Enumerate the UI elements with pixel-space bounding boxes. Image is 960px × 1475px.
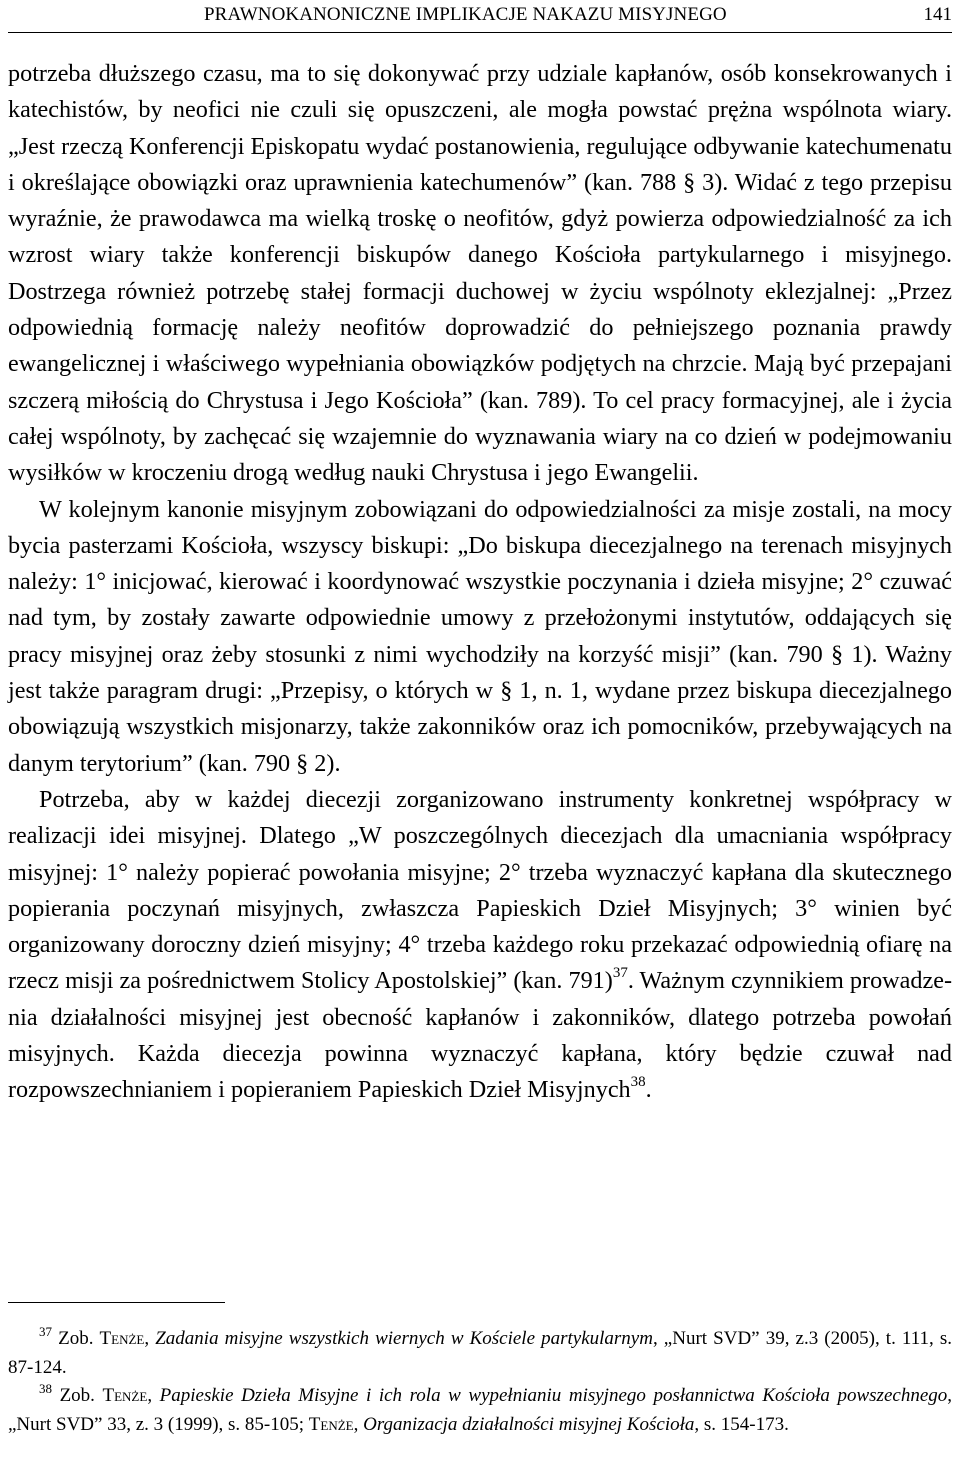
paragraph-1-text: potrzeba dłuższego czasu, ma to się dokonywać przy udziale kapłanów, osób konsekrowanych i katechistów, by neofici nie czuli się opuszczeni, ale mogła powstać prężna wspólnota wiary. „Jest rzeczą Konferencji Episkopatu wydać postanowienia, regulujące odbywanie katechumenatu i określające obowiązki oraz uprawnienia katechumenów” (kan. 788 § 3). Widać z tego przepisu wyraźnie, że prawodawca ma wielką troskę o neofitów, gdyż powierza odpowiedzialność za ich wzrost wiary także konferencji biskupów danego Kościoła partykularnego i misyjnego. Dostrzega również potrzebę stałej formacji duchowej w życiu wspólnoty eklezjalnej: „Przez odpowiednią formację należy neofitów doprowadzić do pełniejszego poznania prawdy ewangelicznej i właściwego wypełniania obowiązków podjętych na chrzcie. Mają być przepajani szczerą miłością do Chrystusa i Jego Kościoła” (kan. 789). To cel pracy formacyjnej, ale i życia całej wspólnoty, by zachęcać się wzajemnie do wyznawania wiary na co dzień w podejmowaniu wysiłków w kroczeniu drogą według nauki Chrystusa i jego Ewangelii. xyxy=(8,60,952,487)
footnote-37-sep: , xyxy=(144,1328,156,1349)
paragraph-3 xyxy=(8,782,952,1109)
footnote-37-author: Tenże xyxy=(99,1328,145,1349)
footnote-38-title: Papieskie Dzieła Misyjne i ich rola w wypełnianiu misyjnego posłannictwa Kościoła powszechnego xyxy=(159,1385,948,1406)
footnote-38-rest: , „Nurt SVD” 33, z. 3 (1999), s. 85-105; xyxy=(8,1385,953,1435)
footnote-37-text: Zob. xyxy=(52,1328,100,1349)
paragraph-2-text: W kolejnym kanonie misyjnym zobowiązani do odpowiedzialności za misje zostali, na mocy bycia pasterzami Kościoła, wszyscy biskupi: „Do biskupa diecezjalnego na terenach misyjnych należy: 1° inicjować, kierować i koordynować wszystkie poczynania i dzieła misyjne; 2° czuwać nad tym, by zostały zawarte odpowiednie umowy z przełożonymi instytutów, oddających się pracy misyjnej oraz żeby stosunki z nimi wychodziły na korzyść misji” (kan. 790 § 1). Ważny jest także paragram drugi: „Przepisy, o których w § 1, n. 1, wydane przez biskupa diecezjalnego obowiązują wszystkich misjonarzy, także zakonników oraz ich pomocników, przebywających na danym terytorium” (kan. 790 § 2). xyxy=(8,495,952,777)
footnote-37-title: Zadania misyjne wszystkich wiernych w Kościele partykularnym xyxy=(155,1328,653,1349)
footnote-38 xyxy=(8,1382,952,1439)
footnote-37-rest: , „Nurt SVD” 39, z.3 (2005), t. 111, s. 87-124. xyxy=(8,1328,952,1378)
footnote-38-mark: 38 xyxy=(39,1381,52,1396)
footnote-38-title-2: Organizacja działalności misyjnej Kościoła xyxy=(363,1413,695,1435)
paragraph-3-text-a: Potrzeba, aby w każdej diecezji zorganizowano instrumenty konkretnej współpracy w realizacji idei misyjnej. Dlatego „W poszczególnych diecezjach dla umacniania współpracy misyjnej: 1° należy popierać powołania misyjne; 2° trzeba wyznaczyć kapłana dla skutecznego popierania poczynań misyjnych, zwłaszcza Papieskich Dzieł Misyjnych; 3° winien być organizowany doroczny dzień misyjny; 4° trzeba każdego roku przekazać odpowiednią ofiarę na rzecz misji za pośrednictwem Stolicy Apostolskiej” (kan. 791) xyxy=(8,785,952,995)
footnote-ref-37[interactable]: 37 xyxy=(612,965,628,982)
running-title: PRAWNOKANONICZNE IMPLIKACJE NAKAZU MISYJNEGO xyxy=(204,4,727,25)
footnote-38-sep-2: , xyxy=(353,1413,364,1435)
footnote-38-author: Tenże xyxy=(102,1385,148,1406)
paragraph-3-text-b: . Ważnym czynnikiem prowadzenia działalności misyjnej jest obecność kapłanów i zakonników, dlatego potrzeba powołań misyjnych. Każda diecezja powinna wyznaczyć kapłana, który będzie czuwał nad rozpowszechnianiem i popieraniem Papieskich Dzieł Misyjnych xyxy=(8,967,952,1104)
paragraph-3-text-c: . xyxy=(645,1076,652,1104)
footnote-38-sep: , xyxy=(147,1385,160,1406)
footnote-38-end: , s. 154-173. xyxy=(694,1413,789,1435)
footnote-rule xyxy=(8,1302,225,1303)
footnote-38-author-2: Tenże xyxy=(308,1413,354,1435)
footnote-37 xyxy=(8,1325,952,1382)
footnote-37-mark: 37 xyxy=(39,1324,52,1339)
footnote-ref-38[interactable]: 38 xyxy=(630,1074,646,1091)
footnote-38-text: Zob. xyxy=(52,1385,103,1406)
paragraph-2 xyxy=(8,492,952,782)
main-text xyxy=(8,56,952,1109)
running-header xyxy=(8,0,952,33)
footnotes xyxy=(8,1325,952,1439)
page-number: 141 xyxy=(923,4,952,25)
paragraph-1 xyxy=(8,56,952,492)
